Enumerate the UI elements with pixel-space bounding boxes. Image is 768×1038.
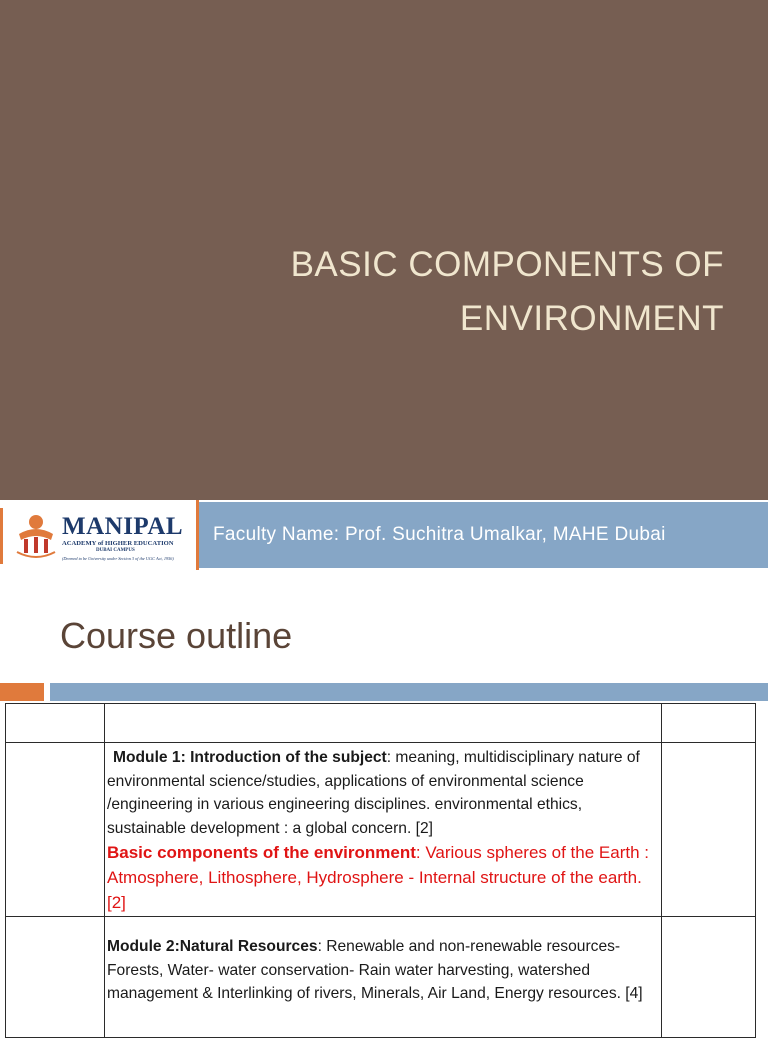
table-row [6,917,756,1038]
table-cell [662,917,756,1038]
accent-bar-blue [50,683,768,701]
table-cell [662,743,756,917]
course-outline-title: Course outline [60,615,293,656]
table-cell [105,743,662,917]
module-2-description: : Renewable and non-renewable resources- Forests, Water- water conservation- Rain water harvesting, watershed management & Interlinking of rivers, Minerals, Air Land, Energy resources. [4] [107,938,643,1002]
table-row [6,743,756,917]
logo-campus: DUBAI CAMPUS [96,548,135,553]
logo-fine-print: (Deemed to be University under Section 3 of the UGC Act, 1956) [62,556,174,561]
table-cell [662,704,756,743]
manipal-emblem-icon [13,512,59,562]
table-cell [6,917,105,1038]
slide-title [124,238,724,346]
table-cell [105,704,662,743]
module-1-heading: Module 1: Introduction of the subject [113,749,387,766]
table-cell [6,743,105,917]
logo-name: MANIPAL [62,513,184,540]
basic-components-text [107,840,659,915]
slide-title-line-1: BASIC COMPONENTS OF [290,245,724,284]
module-1-description: : meaning, multidisciplinary nature of environmental science/studies, applications of environmental science /engineering in various engineering disciplines. environmental ethics, sustainable development : a global concern. [2] [107,749,640,837]
module-2-text [105,917,661,1007]
logo-subtitle: ACADEMY of HIGHER EDUCATION [62,540,174,547]
slide-separator [0,570,768,592]
table-cell [6,704,105,743]
faculty-name: Faculty Name: Prof. Suchitra Umalkar, MAHE Dubai [213,524,666,545]
module-2-heading: Module 2:Natural Resources [107,938,318,955]
table-header-row [6,704,756,743]
table-cell [105,917,662,1038]
slide-title-line-2: ENVIRONMENT [459,299,724,338]
module-1-text [105,743,661,916]
accent-bar-orange [0,683,44,701]
faculty-bar [199,502,768,568]
manipal-logo [0,500,199,570]
basic-components-heading: Basic components of the environment [107,843,416,862]
course-outline-table [5,703,756,1038]
basic-components-description: : Various spheres of the Earth : Atmosphere, Lithosphere, Hydrosphere - Internal structure of the earth. [2] [107,843,649,912]
